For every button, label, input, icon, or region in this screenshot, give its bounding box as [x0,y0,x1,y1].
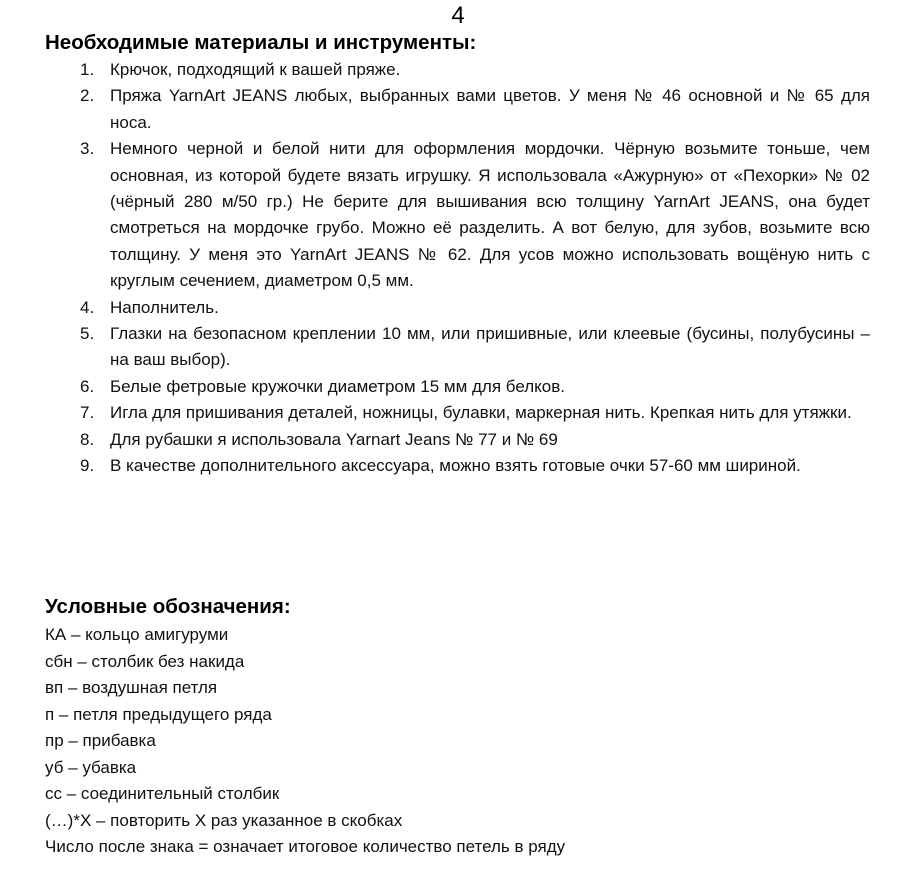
legend-row: уб – убавка [45,757,137,777]
list-item-text: Наполнитель. [110,297,219,317]
list-item-text: Игла для пришивания деталей, ножницы, булавки, маркерная нить. Крепкая нить для утяжки. [110,403,852,423]
page-number: 4 [451,2,465,29]
list-item-text: Немного черной и белой нити для оформления мордочки. Чёрную возьмите тоньше, чем основная, из которой будете вязать игрушку. Я использовала «Ажурную» от «Пехорки» № 02 (чёрный 280 м/50 гр.) Не берите для вышивания всю толщину YarnArt JEANS, она будет смотреться на мордочке грубо. Можно её разделить. А вот белую, для зубов, возьмите всю толщину. У меня это YarnArt JEANS № 62. Для усов можно использовать вощёную нить с круглым сечением, диаметром 0,5 мм. [110,139,870,291]
list-item-number: 2. [80,86,95,106]
list-item-number: 6. [80,376,95,396]
legend-row: пр – прибавка [45,731,156,750]
list-item-number: 5. [80,324,95,344]
materials-list [60,57,870,480]
legend-row: сбн – столбик без накида [45,651,245,671]
legend-list [45,622,865,861]
list-item [60,83,870,136]
list-item-number: 1. [80,60,95,79]
list-item [60,400,870,426]
list-item-text: Для рубашки я использовала Yarnart Jeans № 77 и № 69 [110,429,558,449]
legend-row: п – петля предыдущего ряда [45,704,272,724]
list-item-number: 8. [80,429,95,449]
legend-heading: Условные обозначения: [45,595,291,618]
list-item-number: 4. [80,297,95,317]
legend-row: сс – соединительный столбик [45,784,280,803]
list-item [60,453,870,479]
list-item [60,321,870,374]
list-item-text: Крючок, подходящий к вашей пряже. [110,60,401,79]
legend-row: вп – воздушная петля [45,678,218,697]
list-item [60,295,870,321]
list-item [60,374,870,400]
list-item [60,427,870,453]
list-item-text: Пряжа YarnArt JEANS любых, выбранных вами цветов. У меня № 46 основной и № 65 для носа. [110,86,870,132]
list-item-text: Глазки на безопасном креплении 10 мм, или пришивные, или клеевые (бусины, полубусины – на ваш выбор). [110,324,870,370]
list-item-number: 7. [80,403,95,423]
list-item-text: Белые фетровые кружочки диаметром 15 мм для белков. [110,376,565,396]
materials-heading: Необходимые материалы и инструменты: [45,31,477,54]
list-item-number: 9. [80,456,95,476]
legend-row: Число после знака = означает итоговое количество петель в ряду [45,837,566,856]
list-item-number: 3. [80,139,95,159]
legend-row: (…)*Х – повторить Х раз указанное в скобках [45,810,403,830]
legend-row: КА – кольцо амигуруми [45,625,229,644]
list-item [60,57,870,83]
list-item [60,136,870,294]
list-item-text: В качестве дополнительного аксессуара, можно взять готовые очки 57-60 мм шириной. [110,456,801,476]
